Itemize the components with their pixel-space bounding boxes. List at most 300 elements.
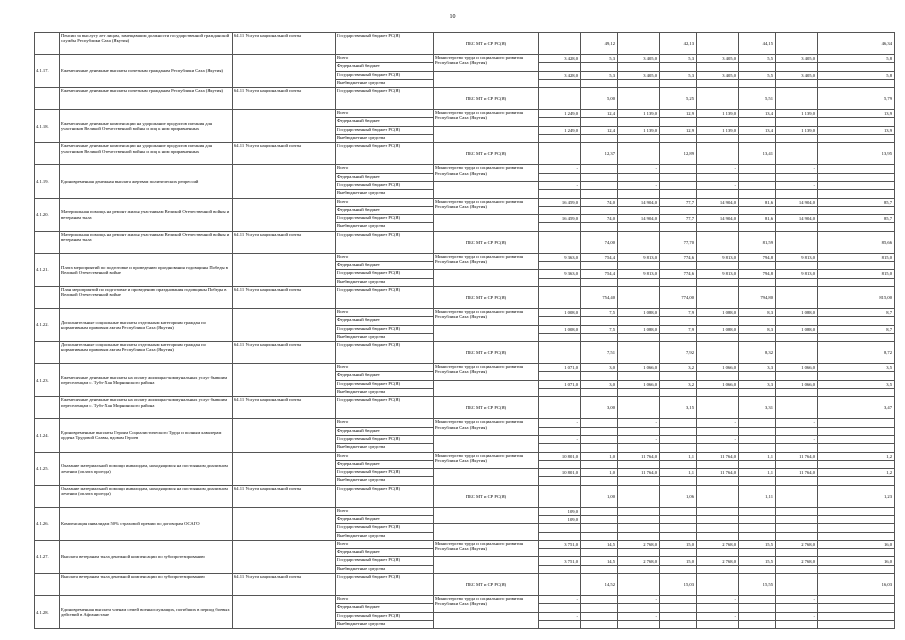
value-cell: 9 813,0 [776, 270, 818, 278]
value-cell: 14 904,0 [618, 215, 660, 223]
value-cell [739, 435, 776, 443]
value-cell: 774,6 [660, 253, 697, 261]
funding-source: Всего [336, 540, 434, 548]
value-cell [618, 549, 660, 557]
value-cell [776, 33, 818, 55]
value-cell [618, 524, 660, 532]
value-cell: 81,6 [739, 198, 776, 206]
value-cell: 1 066,0 [776, 380, 818, 388]
value-cell: 7,92 [660, 342, 697, 364]
value-cell [618, 444, 660, 452]
value-cell [818, 262, 895, 270]
item-code: 4.1.24. [35, 419, 60, 452]
value-cell [697, 620, 739, 628]
value-cell: 13,9 [818, 110, 895, 118]
value-cell [539, 63, 581, 71]
funding-source: Федеральный бюджет [336, 427, 434, 435]
value-cell [660, 372, 697, 380]
value-cell: 14 904,0 [618, 198, 660, 206]
funding-source: Всего [336, 198, 434, 206]
value-cell [739, 333, 776, 341]
item-name: Плата мероприятий по подготовке и проведению празднования годовщины Победы в Великой Отечественной войне [60, 253, 233, 286]
budget-source: Государственный бюджет РС(Я) [336, 143, 434, 165]
value-cell [660, 460, 697, 468]
funding-source: Всего [336, 507, 434, 515]
value-cell: 16,0 [818, 540, 895, 548]
value-cell: 2 768,0 [697, 540, 739, 548]
value-cell: 12,4 [581, 110, 618, 118]
value-cell [539, 372, 581, 380]
value-cell: 15,0 [660, 557, 697, 565]
value-cell [581, 444, 618, 452]
value-cell [660, 532, 697, 540]
indicator-name: Ежемесячные денежные выплаты на оплату жилищно-коммунальных услуг бывшим переселенцам с. Тубэ-Хая Мирнинского района [60, 397, 233, 419]
value-cell: 9 813,0 [618, 253, 660, 261]
value-cell: 3 405,0 [697, 55, 739, 63]
blank-cell [233, 308, 336, 341]
value-cell [581, 181, 618, 189]
value-cell: - [539, 612, 581, 620]
item-name: Дополнительные социальные выплаты отдельным категориям граждан по нормативным правовым актам Республики Саха (Якутия) [60, 308, 233, 341]
value-cell [539, 477, 581, 485]
value-cell [618, 460, 660, 468]
value-cell: 1 139,0 [776, 126, 818, 134]
value-cell: 1,1 [739, 452, 776, 460]
unit-cell: ПБС МТ и СР РС(Я) [434, 342, 539, 364]
value-cell [539, 278, 581, 286]
service-type: 64.11 Услуги национальной почты [233, 485, 336, 507]
value-cell [776, 574, 818, 596]
value-cell [776, 604, 818, 612]
value-cell [581, 118, 618, 126]
indicator-row [35, 342, 895, 364]
item-name: Выплата ветеранам тыла денежной компенсации по зубопротезированию [60, 540, 233, 573]
value-cell: 1 139,0 [618, 110, 660, 118]
funding-source: Государственный бюджет РС(Я) [336, 380, 434, 388]
value-cell [818, 612, 895, 620]
value-cell [539, 549, 581, 557]
value-cell [776, 397, 818, 419]
value-cell: 7,9 [660, 325, 697, 333]
value-cell: 3 751,0 [539, 557, 581, 565]
funding-source: Внебюджетные средства [336, 444, 434, 452]
value-cell [776, 79, 818, 87]
value-cell: 3 405,0 [776, 71, 818, 79]
value-cell [539, 190, 581, 198]
value-cell [697, 565, 739, 573]
value-cell [581, 477, 618, 485]
value-cell [618, 372, 660, 380]
value-cell: 3 405,0 [618, 71, 660, 79]
value-cell [581, 419, 618, 427]
blank-cell [233, 419, 336, 452]
value-cell: 109,0 [539, 515, 581, 523]
value-cell [739, 596, 776, 604]
responsible-org: Министерство труда и социального развития Республики Саха (Якутия) [434, 452, 539, 469]
value-cell [618, 604, 660, 612]
blank-cell [434, 181, 539, 198]
value-cell: 14,5 [581, 540, 618, 548]
value-cell: 11 764,0 [776, 452, 818, 460]
item-code: 4.1.20. [35, 198, 60, 231]
value-cell: - [539, 435, 581, 443]
value-cell [660, 63, 697, 71]
responsible-org: Министерство труда и социального развития Республики Саха (Якутия) [434, 419, 539, 436]
item-code: 4.1.22. [35, 308, 60, 341]
funding-source: Государственный бюджет РС(Я) [336, 126, 434, 134]
value-cell: 14 904,0 [776, 215, 818, 223]
value-cell [660, 604, 697, 612]
value-cell: 5,3 [660, 55, 697, 63]
value-cell [660, 419, 697, 427]
service-type: 64.11 Услуги национальной почты [233, 286, 336, 308]
value-cell [539, 143, 581, 165]
service-type: 64.11 Услуги национальной почты [233, 231, 336, 253]
value-cell [581, 173, 618, 181]
value-cell: - [697, 165, 739, 173]
value-cell [618, 79, 660, 87]
value-cell [697, 444, 739, 452]
value-cell [581, 515, 618, 523]
blank-cell [434, 215, 539, 232]
value-cell: 12,9 [660, 126, 697, 134]
value-cell [660, 333, 697, 341]
value-cell [818, 477, 895, 485]
value-cell: 3,5 [818, 364, 895, 372]
blank-cell [434, 380, 539, 397]
value-cell: 3,15 [660, 397, 697, 419]
value-cell: 109,0 [539, 507, 581, 515]
value-cell: - [776, 596, 818, 604]
value-cell [739, 206, 776, 214]
value-cell [818, 118, 895, 126]
value-cell [539, 79, 581, 87]
code-cell [35, 231, 60, 253]
value-cell [581, 620, 618, 628]
item-code: 4.1.27. [35, 540, 60, 573]
value-cell: 9 363,0 [539, 270, 581, 278]
value-cell [818, 460, 895, 468]
value-cell [581, 333, 618, 341]
value-cell: 7,9 [660, 308, 697, 316]
value-cell: 2 768,0 [618, 540, 660, 548]
value-cell: 1,11 [739, 485, 776, 507]
funding-source: Федеральный бюджет [336, 173, 434, 181]
value-cell [697, 532, 739, 540]
value-cell [539, 574, 581, 596]
value-cell [660, 165, 697, 173]
service-type: 64.11 Услуги национальной почты [233, 342, 336, 364]
value-cell [697, 173, 739, 181]
value-cell [776, 135, 818, 143]
value-cell [581, 262, 618, 270]
value-cell: 12,4 [581, 126, 618, 134]
value-cell: 85,7 [818, 198, 895, 206]
value-cell [660, 507, 697, 515]
value-cell [581, 135, 618, 143]
value-cell [581, 223, 618, 231]
value-cell: 1,00 [581, 485, 618, 507]
service-type: 64.11 Услуги национальной почты [233, 143, 336, 165]
value-cell: 13,4 [739, 126, 776, 134]
value-cell [539, 524, 581, 532]
value-cell [618, 88, 660, 110]
value-cell [776, 231, 818, 253]
item-name: Компенсация инвалидам 50% страховой премии по договорам ОСАГО [60, 507, 233, 540]
blank-cell [434, 71, 539, 88]
value-cell [818, 620, 895, 628]
value-cell [697, 485, 739, 507]
code-cell [35, 397, 60, 419]
value-cell: 774,6 [660, 270, 697, 278]
value-cell [739, 317, 776, 325]
value-cell: 8,3 [739, 308, 776, 316]
responsible-org [434, 507, 539, 524]
value-cell [697, 190, 739, 198]
value-cell: 5,00 [581, 88, 618, 110]
value-cell: 1 139,0 [776, 110, 818, 118]
value-cell [618, 485, 660, 507]
value-cell: 3,47 [818, 397, 895, 419]
value-cell [776, 427, 818, 435]
value-cell [818, 515, 895, 523]
value-cell [697, 223, 739, 231]
value-cell [618, 317, 660, 325]
value-cell: 16 459,0 [539, 215, 581, 223]
budget-source: Государственный бюджет РС(Я) [336, 286, 434, 308]
value-cell [818, 532, 895, 540]
funding-source: Государственный бюджет РС(Я) [336, 435, 434, 443]
blank-cell [434, 524, 539, 541]
value-cell [776, 223, 818, 231]
value-cell [818, 435, 895, 443]
value-cell [660, 317, 697, 325]
value-cell [660, 549, 697, 557]
value-cell [539, 532, 581, 540]
funding-row [35, 198, 895, 206]
value-cell [818, 444, 895, 452]
unit-cell: ПБС МТ и СР РС(Я) [434, 574, 539, 596]
value-cell [776, 515, 818, 523]
value-cell [739, 118, 776, 126]
funding-source: Государственный бюджет РС(Я) [336, 71, 434, 79]
value-cell: 14 904,0 [697, 215, 739, 223]
funding-source: Внебюджетные средства [336, 333, 434, 341]
value-cell: - [697, 435, 739, 443]
funding-source: Всего [336, 55, 434, 63]
item-code: 4.1.25. [35, 452, 60, 485]
value-cell [660, 524, 697, 532]
value-cell [539, 206, 581, 214]
blank-cell [434, 325, 539, 342]
indicator-row [35, 33, 895, 55]
value-cell [539, 485, 581, 507]
responsible-org: Министерство труда и социального развития Республики Саха (Якутия) [434, 253, 539, 270]
responsible-org: Министерство труда и социального развития Республики Саха (Якутия) [434, 55, 539, 72]
value-cell: 13,4 [739, 110, 776, 118]
value-cell [776, 206, 818, 214]
indicator-row [35, 231, 895, 253]
indicator-row [35, 397, 895, 419]
unit-cell: ПБС МТ и СР РС(Я) [434, 485, 539, 507]
value-cell [739, 460, 776, 468]
unit-cell: ПБС МТ и СР РС(Я) [434, 397, 539, 419]
value-cell: 1 071,0 [539, 364, 581, 372]
value-cell [776, 333, 818, 341]
value-cell [618, 532, 660, 540]
value-cell: - [618, 612, 660, 620]
value-cell: 8,32 [739, 342, 776, 364]
value-cell [818, 173, 895, 181]
funding-source: Всего [336, 110, 434, 118]
value-cell [581, 524, 618, 532]
value-cell [539, 460, 581, 468]
unit-cell: ПБС МТ и СР РС(Я) [434, 143, 539, 165]
value-cell [697, 135, 739, 143]
responsible-org: Министерство труда и социального развития Республики Саха (Якутия) [434, 198, 539, 215]
value-cell [581, 435, 618, 443]
value-cell: 11 764,0 [776, 469, 818, 477]
value-cell [776, 460, 818, 468]
value-cell [539, 118, 581, 126]
value-cell [818, 278, 895, 286]
value-cell [539, 173, 581, 181]
value-cell: 1 139,0 [618, 126, 660, 134]
item-code: 4.1.17. [35, 55, 60, 88]
funding-source: Внебюджетные средства [336, 135, 434, 143]
value-cell: 5,25 [660, 88, 697, 110]
value-cell [739, 565, 776, 573]
value-cell [618, 574, 660, 596]
value-cell [739, 612, 776, 620]
value-cell [581, 206, 618, 214]
value-cell [697, 231, 739, 253]
value-cell: 74,00 [581, 231, 618, 253]
value-cell [618, 143, 660, 165]
value-cell: 1,0 [581, 469, 618, 477]
value-cell [539, 33, 581, 55]
value-cell [581, 372, 618, 380]
funding-source: Внебюджетные средства [336, 278, 434, 286]
value-cell [660, 206, 697, 214]
funding-row [35, 165, 895, 173]
value-cell [739, 79, 776, 87]
value-cell [697, 63, 739, 71]
value-cell: 1 066,0 [618, 364, 660, 372]
value-cell: 3,00 [581, 397, 618, 419]
value-cell [539, 444, 581, 452]
value-cell [776, 620, 818, 628]
value-cell: - [697, 596, 739, 604]
value-cell: - [776, 435, 818, 443]
blank-cell [233, 540, 336, 573]
value-cell [739, 524, 776, 532]
value-cell: 3,3 [739, 364, 776, 372]
value-cell: - [618, 435, 660, 443]
value-cell: 1 066,0 [618, 380, 660, 388]
unit-cell: ПБС МТ и СР РС(Я) [434, 88, 539, 110]
value-cell: 5,3 [660, 71, 697, 79]
item-name: Ежемесячные денежные выплаты на оплату жилищно-коммунальных услуг бывшим переселенцам с. Тубэ-Хая Мирнинского района [60, 364, 233, 397]
value-cell [776, 278, 818, 286]
value-cell: 1 088,0 [697, 308, 739, 316]
budget-source: Государственный бюджет РС(Я) [336, 231, 434, 253]
value-cell: 815,0 [818, 270, 895, 278]
value-cell: 9 813,0 [697, 253, 739, 261]
blank-cell [233, 507, 336, 540]
value-cell [776, 507, 818, 515]
value-cell: - [539, 419, 581, 427]
value-cell [739, 444, 776, 452]
value-cell [739, 532, 776, 540]
value-cell: 44,15 [739, 33, 776, 55]
value-cell: 8,72 [818, 342, 895, 364]
value-cell: 12,89 [660, 143, 697, 165]
value-cell [818, 565, 895, 573]
value-cell [697, 397, 739, 419]
value-cell [739, 549, 776, 557]
value-cell: 5,8 [818, 55, 895, 63]
value-cell: 81,6 [739, 215, 776, 223]
value-cell [818, 63, 895, 71]
indicator-name: Пенсии за выслугу лет лицам, замещавшим должности государственной гражданской службы Республики Саха (Якутия) [60, 33, 233, 55]
value-cell [660, 596, 697, 604]
value-cell [581, 427, 618, 435]
indicator-name: Ежемесячные денежные компенсации на удорожание продуктов питания для участников Великой Отечественной войны и лиц к ним приравненных [60, 143, 233, 165]
item-code: 4.1.19. [35, 165, 60, 198]
value-cell: 1,2 [818, 469, 895, 477]
value-cell: 3,5 [818, 380, 895, 388]
value-cell [818, 604, 895, 612]
value-cell [776, 63, 818, 71]
value-cell [818, 181, 895, 189]
value-cell [618, 223, 660, 231]
value-cell: 1 088,0 [776, 308, 818, 316]
value-cell [697, 143, 739, 165]
indicator-row [35, 88, 895, 110]
value-cell: 1,1 [660, 469, 697, 477]
responsible-org: Министерство труда и социального развития Республики Саха (Якутия) [434, 540, 539, 557]
value-cell [776, 342, 818, 364]
value-cell: 81,59 [739, 231, 776, 253]
value-cell [581, 79, 618, 87]
value-cell: 1 139,0 [697, 126, 739, 134]
funding-source: Государственный бюджет РС(Я) [336, 215, 434, 223]
funding-source: Внебюджетные средства [336, 532, 434, 540]
value-cell [697, 262, 739, 270]
value-cell [539, 427, 581, 435]
unit-cell: ПБС МТ и СР РС(Я) [434, 231, 539, 253]
value-cell: 794,8 [739, 253, 776, 261]
blank-cell [233, 253, 336, 286]
value-cell [660, 444, 697, 452]
blank-cell [233, 198, 336, 231]
value-cell: 2 768,0 [697, 557, 739, 565]
value-cell [618, 63, 660, 71]
item-code: 4.1.21. [35, 253, 60, 286]
value-cell [697, 88, 739, 110]
value-cell [618, 342, 660, 364]
value-cell: 1,23 [818, 485, 895, 507]
value-cell [697, 286, 739, 308]
indicator-name: Ежемесячные денежные выплаты почетным гражданам Республики Саха (Якутия) [60, 88, 233, 110]
value-cell [776, 262, 818, 270]
value-cell: 15,03 [660, 574, 697, 596]
value-cell: 1 066,0 [697, 364, 739, 372]
value-cell: 10 801,0 [539, 452, 581, 460]
funding-source: Государственный бюджет РС(Я) [336, 557, 434, 565]
value-cell: 77,70 [660, 231, 697, 253]
